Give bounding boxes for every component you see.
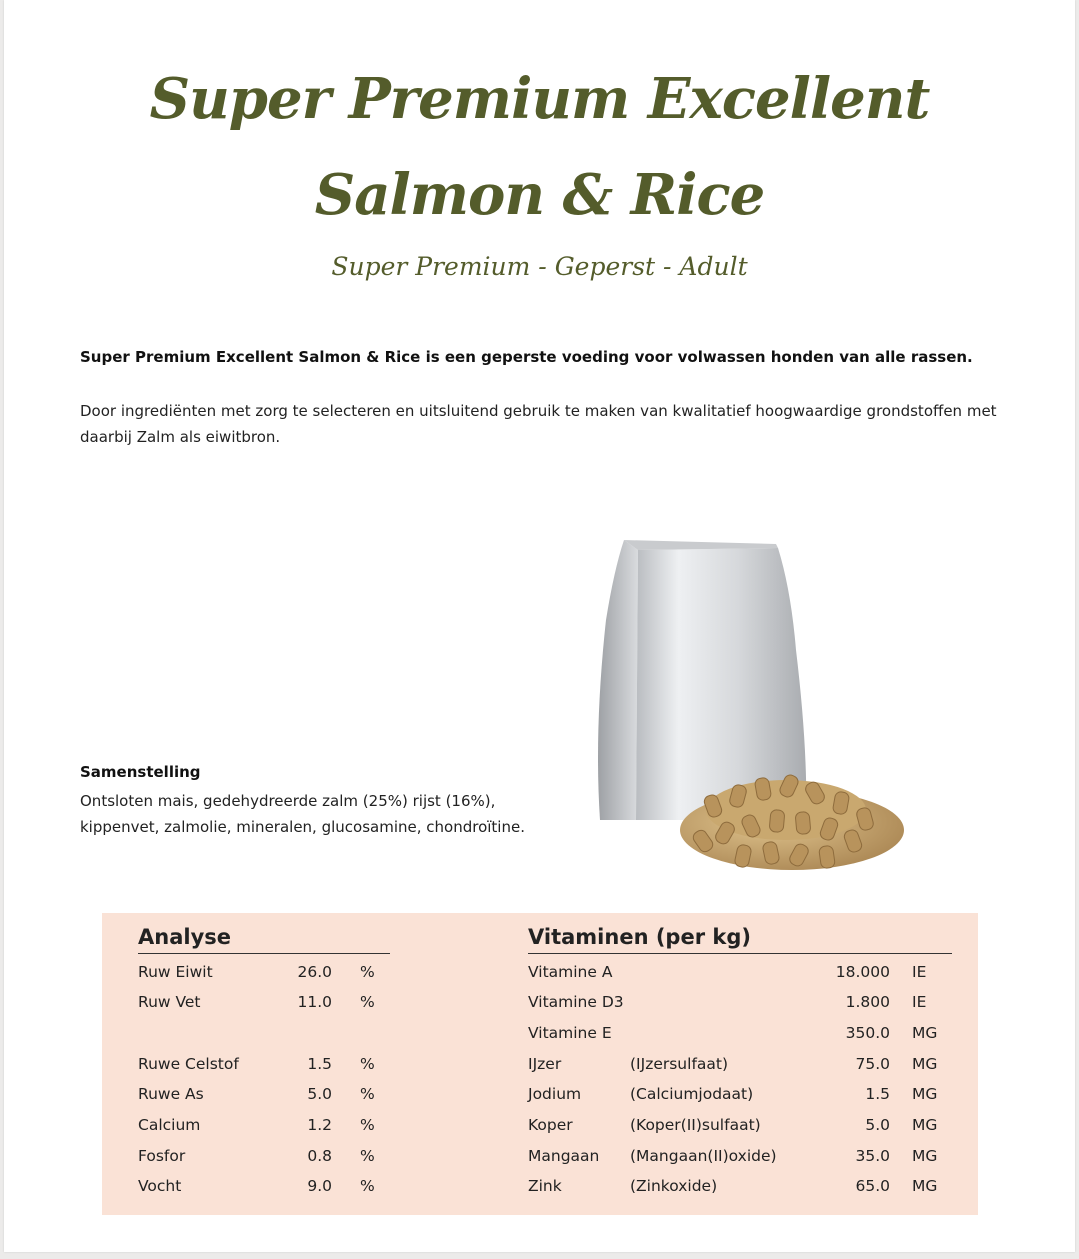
composition-heading: Samenstelling [80,763,201,781]
analyse-row: Fosfor 0.8 % [138,1147,375,1165]
nutrition-table [102,913,978,1215]
intro-bold-text: Super Premium Excellent Salmon & Rice is een geperste voeding voor volwassen honden van alle rassen. [80,348,973,366]
composition-text: Ontsloten mais, gedehydreerde zalm (25%) rijst (16%), kippenvet, zalmolie, mineralen, glucosamine, chondroïtine. [80,792,525,836]
bag-front [636,548,806,820]
analyse-row: Ruw Vet 11.0 % [138,993,375,1011]
analyse-row: Ruw Eiwit 26.0 % [138,963,375,981]
vitamin-row: IJzer (IJzersulfaat) 75.0 MG [528,1055,938,1073]
analyse-row: Ruwe Celstof 1.5 % [138,1055,375,1073]
vitamin-row: Zink (Zinkoxide) 65.0 MG [528,1177,938,1195]
vitamin-row: Vitamine E 350.0 MG [528,1024,938,1042]
product-subtitle: Super Premium - Geperst - Adult [331,252,748,281]
vitamin-row: Jodium (Calciumjodaat) 1.5 MG [528,1085,938,1103]
intro-text: Door ingrediënten met zorg te selecteren en uitsluitend gebruik te maken van kwalitatief hoogwaardige grondstoffen met daarbij Zalm als eiwitbron. [80,402,997,446]
vitamin-row: Mangaan (Mangaan(II)oxide) 35.0 MG [528,1147,938,1165]
vitamin-row: Vitamine D3 1.800 IE [528,993,927,1011]
analyse-row: Ruwe As 5.0 % [138,1085,375,1103]
product-title-line2: Salmon & Rice [314,162,765,228]
bag-side [598,540,638,820]
analyse-heading: Analyse [138,925,390,954]
analyse-row: Calcium 1.2 % [138,1116,375,1134]
product-title-line1: Super Premium Excellent [149,66,930,132]
analyse-row: Vocht 9.0 % [138,1177,375,1195]
vitamin-row: Vitamine A 18.000 IE [528,963,927,981]
vitaminen-heading: Vitaminen (per kg) [528,925,952,954]
product-image [586,530,906,890]
vitamin-row: Koper (Koper(II)sulfaat) 5.0 MG [528,1116,938,1134]
